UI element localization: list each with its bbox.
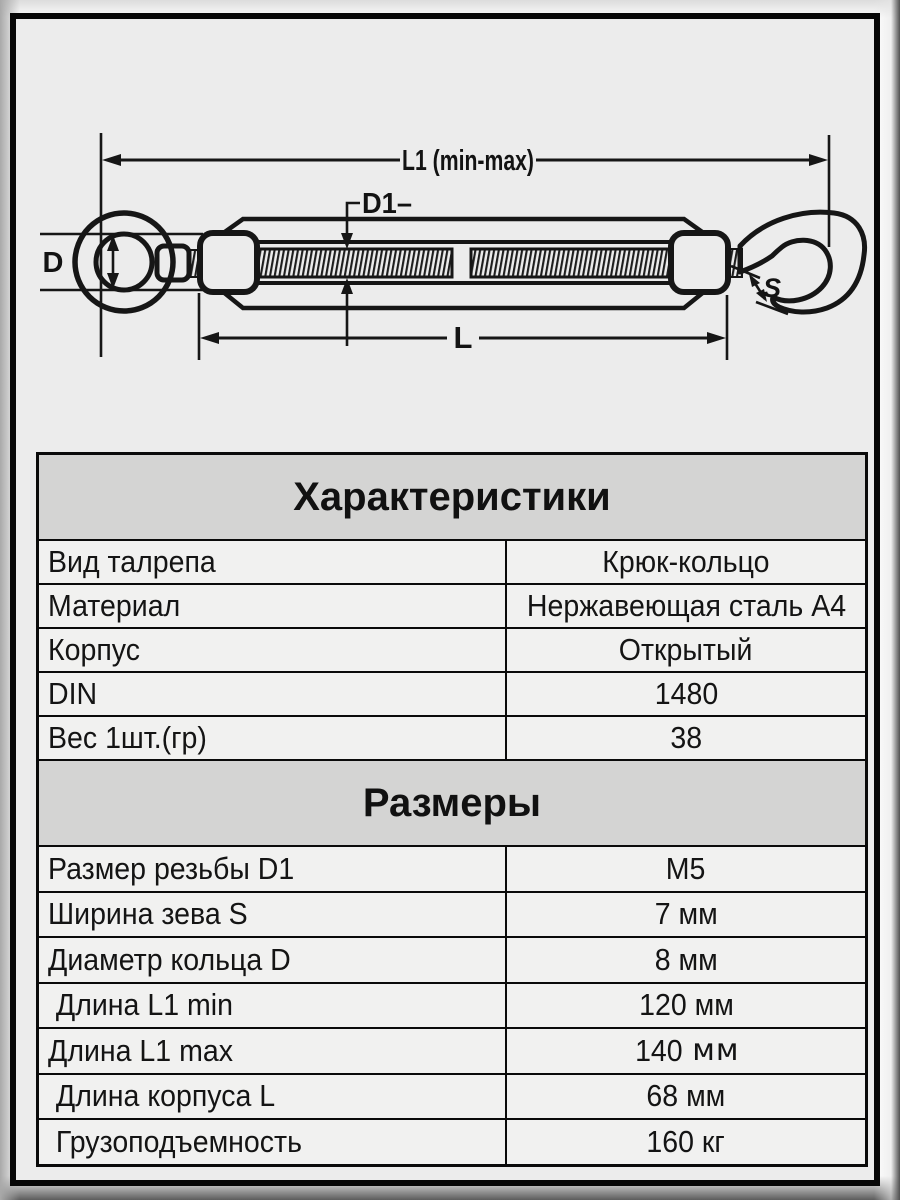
dim-s-label: S [762,273,782,303]
spec-row [39,585,865,629]
spec-label: Вес 1шт.(гр) [39,717,507,759]
sizes-header [39,761,865,847]
spec-label: Корпус [39,629,507,671]
dim-d-label: D [42,247,64,279]
spec-row [39,893,865,939]
spec-value: 8 мм [654,941,718,977]
characteristics-header [39,455,865,541]
dim-d1-label: D1– [362,188,412,220]
spec-label: Вид талрепа [39,541,507,583]
dim-l [199,293,727,360]
spec-row [39,984,865,1030]
spec-label: Материал [39,585,507,627]
spec-label: Диаметр кольца D [39,938,507,982]
spec-value: 38 [670,720,702,755]
technical-drawing [16,19,874,459]
spec-value: 160 кг [646,1123,726,1159]
spec-row [39,938,865,984]
spec-row [39,1075,865,1121]
spec-label: Ширина зева S [39,893,507,937]
spec-row [39,1120,865,1164]
sizes-section [39,847,865,1164]
threaded-rod-left [250,249,452,277]
spec-row [39,629,865,673]
spec-value: 68 мм [646,1078,726,1114]
right-nut [671,233,728,292]
spec-row [39,717,865,761]
spec-label: Длина L1 min [39,984,507,1028]
spec-value [507,1029,865,1073]
spec-value: 120 мм [638,987,734,1023]
dim-l1-label: L1 (min-max) [402,145,534,177]
threaded-rod-right [471,249,672,277]
spec-value: Крюк-кольцо [602,544,770,579]
spec-row [39,847,865,893]
dim-l-label: L [453,320,473,355]
spec-value: 7 мм [654,896,718,932]
spec-label: Размер резьбы D1 [39,847,507,891]
spec-label: Грузоподъемность [39,1120,507,1164]
spec-label: DIN [39,673,507,715]
spec-value: М5 [666,850,706,886]
page-frame [10,13,880,1186]
sizes-title: Размеры [362,780,542,825]
spec-value: 1480 [654,676,718,711]
spec-row [39,541,865,585]
spec-value: Открытый [619,632,753,667]
hook [740,212,865,312]
spec-row [39,673,865,717]
characteristics-title: Характеристики [293,474,611,519]
l1-max-number: 140 [634,1032,683,1068]
spec-label: Длина L1 max [39,1029,507,1073]
spec-table [36,452,868,1167]
spec-value: Нержавеющая сталь А4 [526,588,846,623]
spec-row [39,1029,865,1075]
left-nut [200,233,257,292]
eye-ring [75,213,189,311]
characteristics-section [39,541,865,761]
l1-max-unit: мм [692,1033,740,1069]
spec-label: Длина корпуса L [39,1075,507,1119]
